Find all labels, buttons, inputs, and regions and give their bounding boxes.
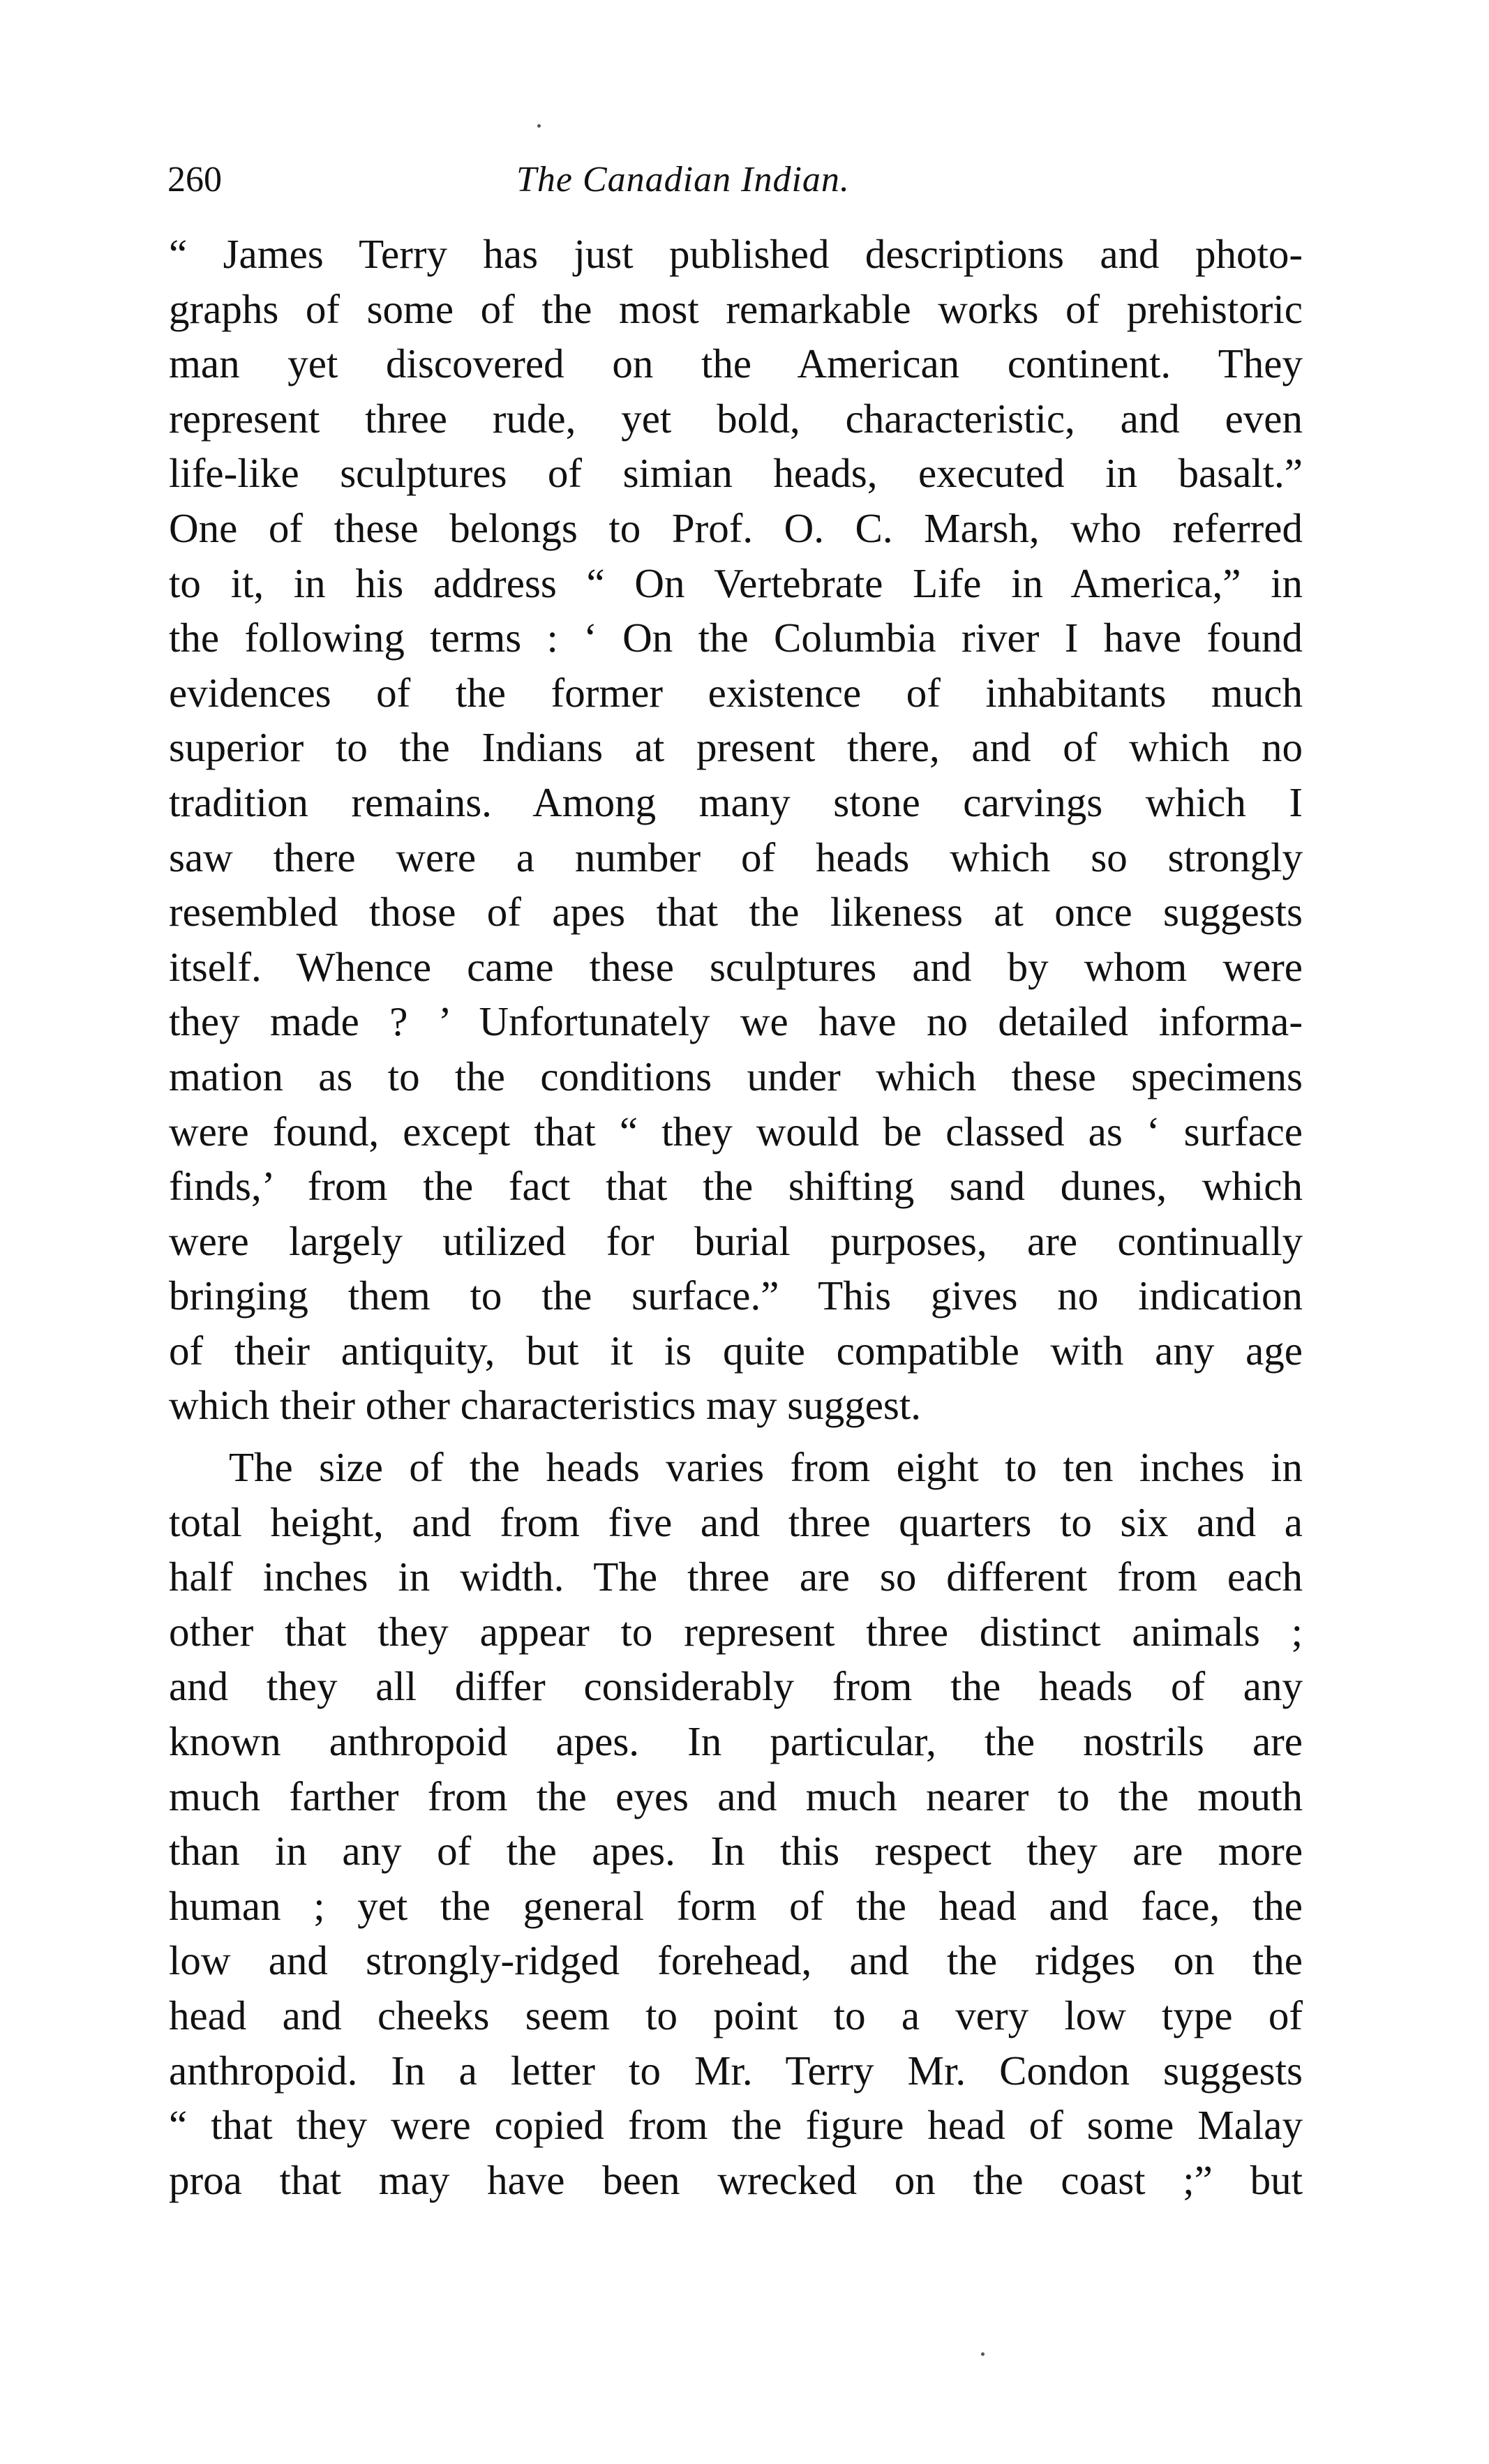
text-line: which their other characteristics may suggest. [169, 1382, 922, 1429]
text-line: The size of the heads varies from eight to ten inches in [229, 1444, 1303, 1491]
page-header [167, 152, 1301, 208]
paper-speck [537, 124, 541, 128]
text-line: half inches in width. The three are so different from each [169, 1554, 1303, 1600]
text-line: superior to the Indians at present there, and of which no [169, 724, 1303, 771]
text-line: “ that they were copied from the figure head of some Malay [169, 2102, 1303, 2149]
text-line: low and strongly-ridged forehead, and the ridges on the [169, 1937, 1303, 1984]
text-line: anthropoid. In a letter to Mr. Terry Mr. Condon suggests [169, 2047, 1303, 2094]
text-line: bringing them to the surface.” This gives no indication [169, 1272, 1303, 1319]
text-line: head and cheeks seem to point to a very low type of [169, 1992, 1303, 2038]
text-line: mation as to the conditions under which these specimens [169, 1053, 1303, 1099]
text-line: graphs of some of the most remarkable works of prehistoric [169, 285, 1303, 332]
text-line: were found, except that “ they would be classed as ‘ surface [169, 1108, 1303, 1155]
text-line: than in any of the apes. In this respect they are more [169, 1828, 1303, 1875]
text-line: much farther from the eyes and much nearer to the mouth [169, 1773, 1303, 1819]
text-line: tradition remains. Among many stone carvings which I [169, 779, 1303, 825]
paragraph-gap [169, 1433, 1303, 1440]
text-line: known anthropoid apes. In particular, the nostrils are [169, 1718, 1303, 1765]
text-line: itself. Whence came these sculptures and by whom were [169, 943, 1303, 990]
text-line: of their antiquity, but it is quite compatible with any age [169, 1327, 1303, 1374]
text-line: and they all differ considerably from the heads of any [169, 1663, 1303, 1710]
text-line: were largely utilized for burial purposes, are continually [169, 1217, 1303, 1264]
text-line: the following terms : ‘ On the Columbia river I have found [169, 615, 1303, 661]
body-text [169, 227, 1303, 2207]
text-line: proa that may have been wrecked on the coast ;” but [169, 2156, 1303, 2203]
paragraph-2 [169, 1440, 1303, 2207]
running-head: The Canadian Indian. [516, 160, 850, 200]
page-number: 260 [167, 160, 222, 200]
text-line: evidences of the former existence of inhabitants much [169, 669, 1303, 716]
text-line: One of these belongs to Prof. O. C. Marsh, who referred [169, 504, 1303, 551]
text-line: total height, and from five and three quarters to six and a [169, 1498, 1303, 1545]
text-line: human ; yet the general form of the head and face, the [169, 1882, 1303, 1929]
text-line: life-like sculptures of simian heads, executed in basalt.” [169, 450, 1303, 497]
text-line: saw there were a number of heads which so strongly [169, 834, 1303, 880]
text-line: “ James Terry has just published descriptions and photo- [169, 231, 1303, 277]
text-line: to it, in his address “ On Vertebrate Life in America,” in [169, 559, 1303, 606]
text-line: other that they appear to represent three distinct animals ; [169, 1608, 1303, 1655]
paragraph-1 [169, 227, 1303, 1433]
text-line: represent three rude, yet bold, characteristic, and even [169, 395, 1303, 442]
text-line: resembled those of apes that the likeness at once suggests [169, 889, 1303, 936]
text-line: they made ? ’ Unfortunately we have no detailed informa- [169, 998, 1303, 1045]
text-line: finds,’ from the fact that the shifting sand dunes, which [169, 1163, 1303, 1210]
text-line: man yet discovered on the American continent. They [169, 340, 1303, 387]
paper-speck [981, 2352, 985, 2356]
